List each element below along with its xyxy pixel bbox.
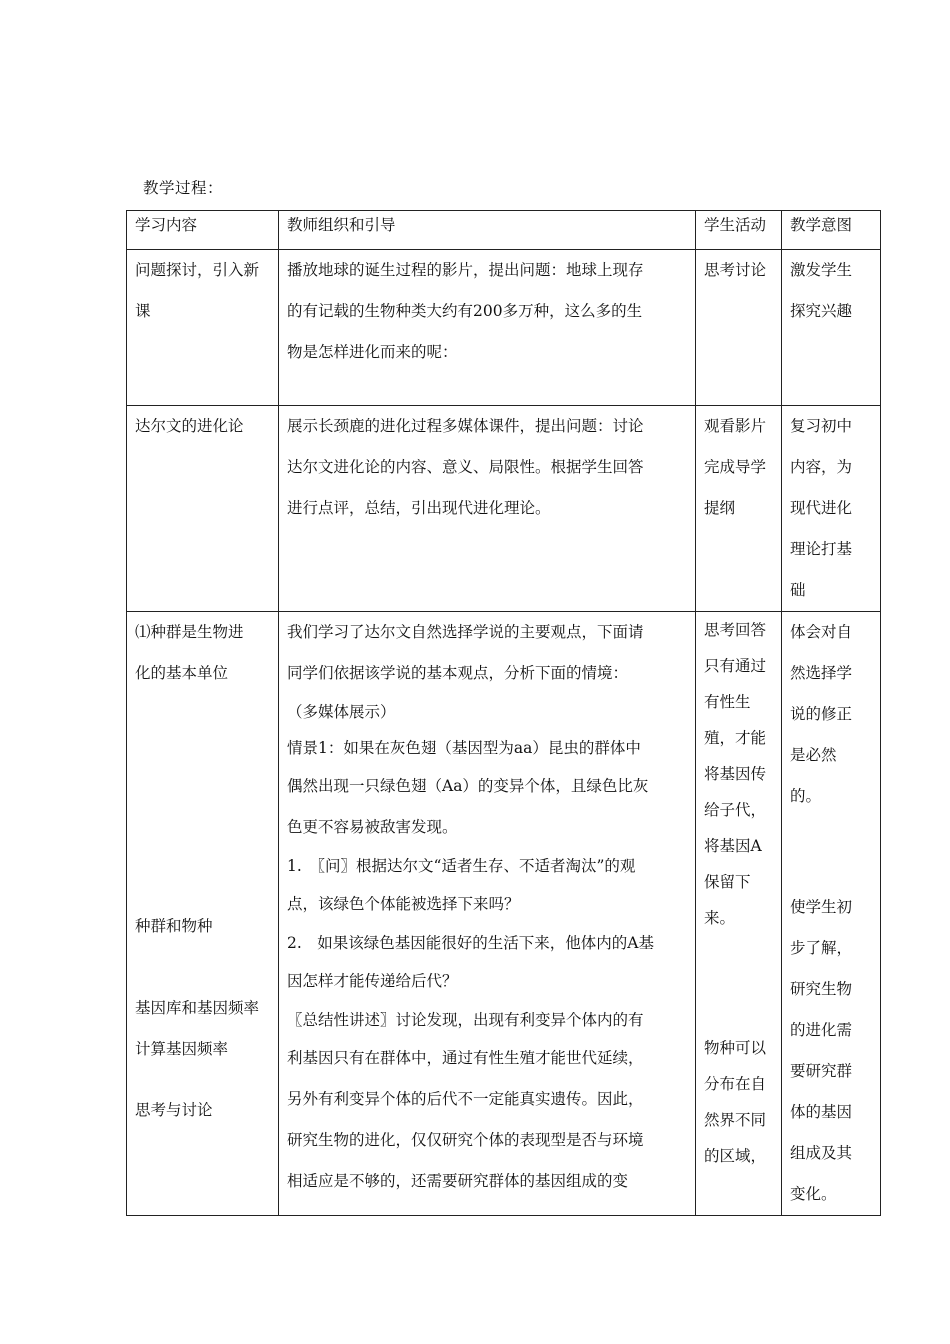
page-heading: 教学过程：	[143, 179, 224, 197]
cell-teacher: 我们学习了达尔文自然选择学说的主要观点，下面请 同学们依据该学说的基本观点，分析下面的情境： （多媒体展示） 情景1：如果在灰色翅（基因型为aa）昆虫的群体中 偶然出现一只绿色翅（Aa）的变异个体，且绿色比灰 色更不容易被敌害发现。 1. 〖问〗根据达尔文“适者生存、不适者淘汰”的观 点，该绿色个体能被选择下来吗？ 2. 如果该绿色基因能很好的生活下来，他体内的A基 因怎样才能传递给后代？ 〖总结性讲述〗讨论发现，出现有利变异个体内的有 利基因只有在群体中，通过有性生殖才能世代延续， 另外有利变异个体的后代不一定能真实遗传。因此， 研究生物的进化，仅仅研究个体的表现型是否与环境 相适应是不够的，还需要研究群体的基因组成的变	[279, 612, 696, 1216]
lesson-table	[126, 210, 881, 1216]
cell-student: 思考回答 只有通过 有性生 殖，才能 将基因传 给子代， 将基因A 保留下 来。 物种可以 分布在自 然界不同 的区域，	[696, 612, 782, 1216]
header-row	[127, 211, 881, 250]
cell-student: 观看影片 完成导学 提纲	[696, 406, 782, 612]
header-teacher: 教师组织和引导	[279, 211, 696, 250]
header-content: 学习内容	[127, 211, 279, 250]
cell-content: ⑴种群是生物进 化的基本单位 种群和物种 基因库和基因频率 计算基因频率 思考与讨论	[127, 612, 279, 1216]
cell-content: 达尔文的进化论	[127, 406, 279, 612]
cell-student: 思考讨论	[696, 250, 782, 406]
header-student: 学生活动	[696, 211, 782, 250]
cell-teacher: 展示长颈鹿的进化过程多媒体课件，提出问题：讨论 达尔文进化论的内容、意义、局限性。根据学生回答 进行点评，总结，引出现代进化理论。	[279, 406, 696, 612]
cell-teacher: 播放地球的诞生过程的影片，提出问题：地球上现存 的有记载的生物种类大约有200多万种，这么多的生 物是怎样进化而来的呢：	[279, 250, 696, 406]
cell-intent: 复习初中 内容，为 现代进化 理论打基 础	[782, 406, 881, 612]
table-row	[127, 612, 881, 1216]
header-intent: 教学意图	[782, 211, 881, 250]
cell-intent: 激发学生 探究兴趣	[782, 250, 881, 406]
table-row	[127, 250, 881, 406]
cell-intent: 体会对自 然选择学 说的修正 是必然 的。 使学生初 步了解， 研究生物 的进化需 要研究群 体的基因 组成及其 变化。	[782, 612, 881, 1216]
cell-content: 问题探讨，引入新 课	[127, 250, 279, 406]
table-row	[127, 406, 881, 612]
